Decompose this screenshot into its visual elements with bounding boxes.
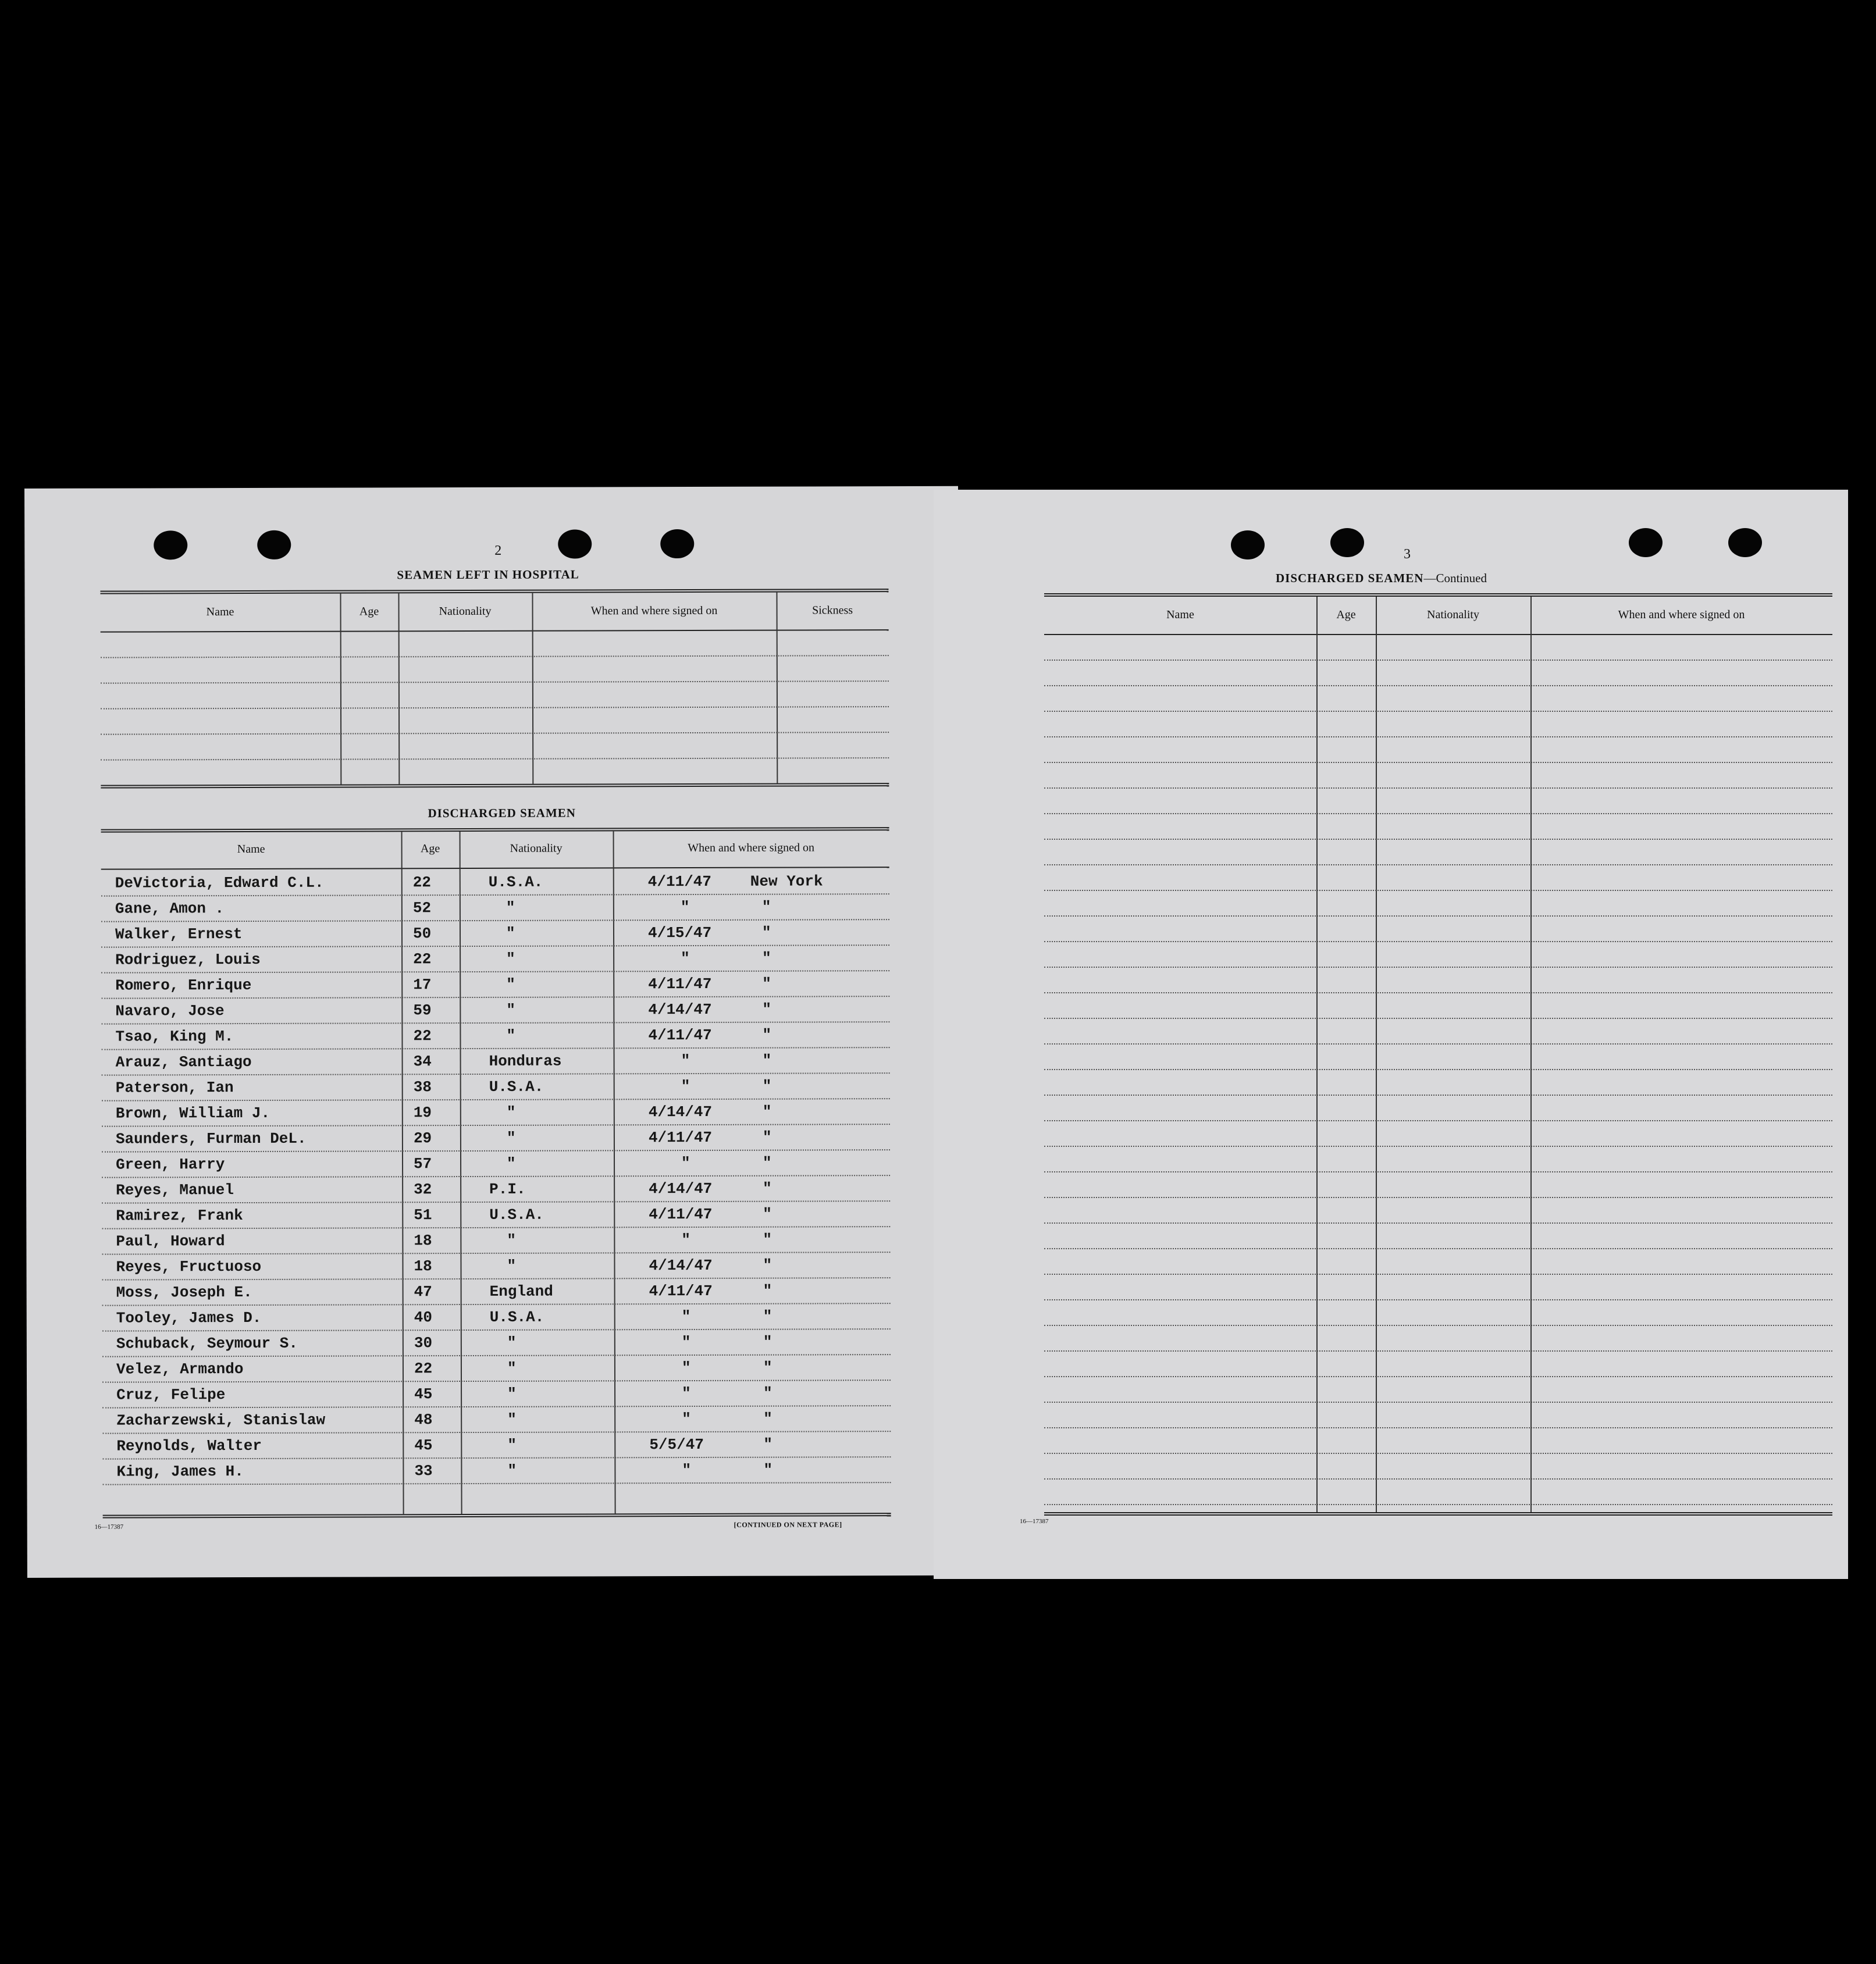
seaman-age: 18 <box>414 1232 432 1250</box>
table-row <box>102 1202 890 1229</box>
seaman-name: Tsao, King M. <box>115 1028 234 1046</box>
column-header-name: Name <box>237 842 265 856</box>
signed-on-place: " <box>762 1103 772 1121</box>
seaman-name: Paul, Howard <box>116 1232 225 1250</box>
seaman-nationality: " <box>507 1334 517 1352</box>
signed-on-place: " <box>763 1333 773 1351</box>
seaman-age: 22 <box>412 874 432 892</box>
row-rule <box>1044 1095 1832 1096</box>
seaman-nationality: " <box>506 975 515 993</box>
signed-on-place: " <box>761 924 771 942</box>
seaman-nationality: " <box>507 1231 517 1249</box>
seaman-nationality: " <box>507 1410 517 1428</box>
seaman-nationality: " <box>507 1462 517 1480</box>
column-divider <box>1530 597 1532 1512</box>
seaman-name: Reyes, Fructuoso <box>116 1257 262 1276</box>
row-rule <box>1044 813 1832 814</box>
signed-on-place: " <box>763 1435 773 1453</box>
seaman-name: Ramirez, Frank <box>116 1207 243 1225</box>
signed-on-date: 4/14/47 <box>649 1179 713 1198</box>
signed-on-place: " <box>763 1410 773 1428</box>
seaman-age: 30 <box>414 1334 433 1352</box>
seaman-age: 22 <box>414 1360 433 1378</box>
signed-on-place: " <box>763 1384 773 1402</box>
punch-hole <box>1231 530 1265 559</box>
seaman-age: 45 <box>414 1437 433 1455</box>
punch-hole <box>257 530 291 559</box>
signed-on-place: " <box>763 1231 773 1249</box>
signed-on-place: " <box>763 1205 772 1223</box>
row-rule <box>1044 1120 1832 1121</box>
signed-on-date: 4/11/47 <box>649 1205 713 1224</box>
punch-hole <box>154 530 187 559</box>
seaman-age: 47 <box>414 1283 432 1301</box>
signed-on-place: " <box>762 975 771 993</box>
seaman-nationality: U.S.A. <box>489 1206 544 1224</box>
column-divider <box>398 593 400 784</box>
row-rule <box>1044 1222 1832 1224</box>
seaman-nationality: " <box>507 1436 517 1454</box>
discharged-continued-table <box>1044 593 1832 1516</box>
table-row <box>101 971 889 999</box>
signed-on-place: " <box>763 1154 772 1172</box>
seaman-age: 32 <box>414 1181 432 1199</box>
form-number: 16—17387 <box>1020 1518 1049 1525</box>
punch-hole <box>1330 528 1364 557</box>
seaman-age: 22 <box>413 1027 432 1045</box>
row-rule <box>1044 1248 1832 1249</box>
signed-on-place: " <box>763 1256 773 1274</box>
divider <box>101 783 889 789</box>
signed-on-place: " <box>763 1359 773 1377</box>
row-rule <box>1044 787 1832 789</box>
signed-on-place: " <box>763 1307 773 1325</box>
row-rule <box>1044 1274 1832 1275</box>
seaman-nationality: P.I. <box>489 1180 526 1198</box>
seaman-nationality: U.S.A. <box>488 873 543 891</box>
table-row <box>102 1381 891 1409</box>
punch-hole <box>558 529 592 558</box>
seaman-name: Schuback, Seymour S. <box>116 1334 298 1353</box>
column-header-nationality: Nationality <box>510 842 563 855</box>
seaman-nationality: " <box>506 950 515 968</box>
signed-on-date: " <box>681 1078 690 1096</box>
seaman-age: 59 <box>413 1001 432 1020</box>
title-main: DISCHARGED SEAMEN <box>1276 571 1424 585</box>
punch-hole <box>660 529 694 558</box>
table-row <box>102 1150 890 1178</box>
row-rule <box>1044 1069 1832 1070</box>
column-divider <box>1316 597 1318 1512</box>
row-rule <box>1044 839 1832 840</box>
signed-on-date: " <box>682 1410 691 1428</box>
row-rule <box>1044 1146 1832 1147</box>
table-row <box>102 1074 890 1102</box>
column-header-sickness: Sickness <box>812 604 853 617</box>
table-row <box>102 1457 891 1485</box>
signed-on-date: " <box>681 1308 691 1326</box>
seaman-name: Rodriguez, Louis <box>115 950 261 969</box>
column-header-age: Age <box>1336 608 1356 621</box>
column-header-signed-on: When and where signed on <box>688 841 815 855</box>
seaman-name: Saunders, Furman DeL. <box>115 1129 307 1148</box>
table-row <box>102 1099 890 1127</box>
seaman-age: 40 <box>414 1309 432 1327</box>
seaman-age: 52 <box>412 899 432 917</box>
discharged-table <box>101 827 891 1519</box>
seaman-name: Tooley, James D. <box>116 1309 262 1327</box>
seaman-age: 33 <box>414 1462 433 1480</box>
signed-on-date: " <box>681 950 690 968</box>
seaman-age: 38 <box>413 1078 432 1096</box>
title-suffix: —Continued <box>1423 571 1487 585</box>
signed-on-date: 4/15/47 <box>647 924 712 942</box>
page-number: 2 <box>494 543 502 558</box>
row-rule <box>1044 992 1832 993</box>
seaman-name: Brown, William J. <box>115 1104 270 1122</box>
table-row <box>102 1253 890 1281</box>
seaman-nationality: " <box>506 1103 516 1121</box>
discharged-section-title: DISCHARGED SEAMEN <box>428 805 576 821</box>
seaman-name: Gane, Amon . <box>115 900 225 918</box>
row-rule <box>1044 1043 1832 1045</box>
column-header-age: Age <box>359 605 379 618</box>
row-rule <box>1044 762 1832 763</box>
seaman-name: Romero, Enrique <box>115 976 252 995</box>
seaman-name: King, James H. <box>116 1463 244 1481</box>
seaman-age: 19 <box>413 1104 432 1122</box>
left-page <box>24 486 961 1578</box>
discharged-continued-title <box>1276 571 1487 586</box>
divider <box>1044 634 1832 635</box>
seaman-age: 45 <box>414 1385 433 1403</box>
signed-on-date: " <box>681 1154 690 1172</box>
divider <box>103 1513 891 1519</box>
column-header-nationality: Nationality <box>439 604 492 618</box>
divider <box>100 589 888 594</box>
right-page <box>934 490 1848 1579</box>
table-row <box>101 920 889 948</box>
column-header-name: Name <box>1166 608 1194 621</box>
row-rule <box>1044 1478 1832 1480</box>
signed-on-date: " <box>681 1052 690 1070</box>
signed-on-date: " <box>680 899 690 917</box>
seaman-age: 29 <box>413 1129 432 1147</box>
seaman-age: 17 <box>413 976 432 994</box>
signed-on-place: New York <box>750 872 823 890</box>
continued-note: [CONTINUED ON NEXT PAGE] <box>734 1520 842 1529</box>
table-row <box>101 997 889 1025</box>
row-rule <box>1044 967 1832 968</box>
column-header-name: Name <box>206 605 234 619</box>
signed-on-place: " <box>763 1179 772 1197</box>
signed-on-place: " <box>763 1282 773 1300</box>
signed-on-date: 4/14/47 <box>649 1256 713 1275</box>
signed-on-place: " <box>761 898 771 916</box>
form-number: 16—17387 <box>94 1523 124 1531</box>
seaman-name: Moss, Joseph E. <box>116 1283 252 1302</box>
table-row <box>101 1022 889 1050</box>
seaman-age: 48 <box>414 1411 433 1429</box>
table-row <box>102 1355 891 1383</box>
column-header-signed-on: When and where signed on <box>590 604 718 618</box>
row-rule <box>1044 1350 1832 1352</box>
row-rule <box>1044 941 1832 942</box>
seaman-nationality: " <box>506 1026 516 1045</box>
signed-on-place: " <box>762 1000 771 1018</box>
row-rule <box>1044 915 1832 917</box>
table-row <box>102 1125 890 1153</box>
seaman-age: 34 <box>413 1053 432 1071</box>
signed-on-date: 4/11/47 <box>648 975 712 993</box>
divider <box>1044 1512 1832 1516</box>
seaman-nationality: " <box>507 1257 517 1275</box>
table-row <box>102 1176 890 1204</box>
seaman-nationality: " <box>507 1359 517 1377</box>
signed-on-date: 4/11/47 <box>648 1026 712 1045</box>
seaman-nationality: " <box>507 1154 516 1172</box>
row-rule <box>1044 1376 1832 1377</box>
signed-on-date: " <box>682 1462 692 1480</box>
signed-on-date: " <box>681 1334 691 1352</box>
seaman-name: Arauz, Santiago <box>115 1053 252 1071</box>
column-header-age: Age <box>420 842 440 856</box>
seaman-nationality: " <box>506 924 515 942</box>
table-row <box>101 869 889 897</box>
signed-on-date: 4/11/47 <box>649 1282 713 1300</box>
seaman-name: DeVictoria, Edward C.L. <box>115 874 324 892</box>
divider <box>101 827 889 833</box>
column-divider <box>340 594 341 785</box>
seaman-age: 18 <box>414 1257 432 1275</box>
column-header-signed-on: When and where signed on <box>1618 608 1745 621</box>
signed-on-place: " <box>762 1077 772 1095</box>
column-divider <box>532 593 533 784</box>
seaman-age: 57 <box>414 1155 432 1173</box>
hospital-section-title: SEAMEN LEFT IN HOSPITAL <box>397 567 579 582</box>
seaman-name: Reynolds, Walter <box>116 1437 262 1455</box>
seaman-name: Cruz, Felipe <box>116 1386 226 1404</box>
punch-hole <box>1629 528 1663 557</box>
signed-on-date: 5/5/47 <box>649 1435 704 1454</box>
seaman-nationality: Honduras <box>489 1052 562 1070</box>
seaman-nationality: U.S.A. <box>489 1078 544 1096</box>
seaman-name: Paterson, Ian <box>115 1079 234 1097</box>
row-rule <box>1044 1018 1832 1019</box>
seaman-name: Reyes, Manuel <box>116 1181 234 1199</box>
seaman-name: Navaro, Jose <box>115 1002 225 1020</box>
table-row <box>101 894 889 922</box>
seaman-name: Zacharzewski, Stanislaw <box>116 1411 326 1430</box>
signed-on-place: " <box>762 949 771 967</box>
seaman-name: Green, Harry <box>116 1156 225 1174</box>
row-rule <box>1044 660 1832 661</box>
signed-on-date: " <box>681 1231 691 1249</box>
table-row <box>102 1432 891 1460</box>
seaman-nationality: " <box>507 1385 517 1403</box>
signed-on-place: " <box>762 1026 772 1044</box>
seaman-age: 22 <box>413 950 432 968</box>
seaman-nationality: " <box>506 899 515 917</box>
signed-on-date: " <box>682 1385 691 1403</box>
row-rule <box>1044 864 1832 865</box>
divider <box>1044 593 1832 597</box>
divider <box>101 629 889 633</box>
seaman-nationality: " <box>506 1001 515 1019</box>
row-rule <box>1044 1197 1832 1198</box>
signed-on-place: " <box>762 1128 772 1146</box>
signed-on-date: 4/14/47 <box>648 1103 713 1121</box>
signed-on-date: 4/11/47 <box>648 1128 713 1147</box>
signed-on-place: " <box>762 1051 772 1070</box>
row-rule <box>1044 1171 1832 1172</box>
table-row <box>102 1304 891 1332</box>
row-rule <box>1044 1453 1832 1454</box>
signed-on-date: 4/14/47 <box>648 1000 712 1019</box>
seaman-age: 50 <box>412 925 432 943</box>
row-rule <box>1044 1427 1832 1428</box>
table-row <box>102 1406 891 1434</box>
seaman-nationality: U.S.A. <box>489 1308 544 1326</box>
table-row <box>101 946 889 974</box>
seaman-nationality: England <box>489 1282 553 1300</box>
table-row <box>102 1227 890 1255</box>
seaman-nationality: " <box>506 1129 516 1147</box>
table-row <box>102 1329 891 1357</box>
row-rule <box>1044 1325 1832 1326</box>
row-rule <box>1044 1402 1832 1403</box>
row-rule <box>1044 890 1832 891</box>
seaman-name: Velez, Armando <box>116 1360 244 1378</box>
signed-on-date: 4/11/47 <box>647 872 712 891</box>
column-header-nationality: Nationality <box>1427 608 1479 621</box>
page-number: 3 <box>1404 547 1411 562</box>
column-divider <box>1376 597 1377 1512</box>
column-divider <box>776 593 778 783</box>
row-rule <box>1044 1504 1832 1505</box>
row-rule <box>1044 736 1832 737</box>
hospital-table <box>100 589 889 789</box>
row-rule <box>1044 1299 1832 1300</box>
row-rule <box>102 1482 891 1485</box>
table-row <box>102 1278 891 1306</box>
seaman-age: 51 <box>414 1206 432 1224</box>
signed-on-place: " <box>763 1461 773 1479</box>
table-row <box>102 1048 890 1076</box>
punch-hole <box>1728 528 1762 557</box>
seaman-name: Walker, Ernest <box>115 925 243 943</box>
row-rule <box>1044 685 1832 686</box>
row-rule <box>1044 711 1832 712</box>
signed-on-date: " <box>681 1359 691 1377</box>
